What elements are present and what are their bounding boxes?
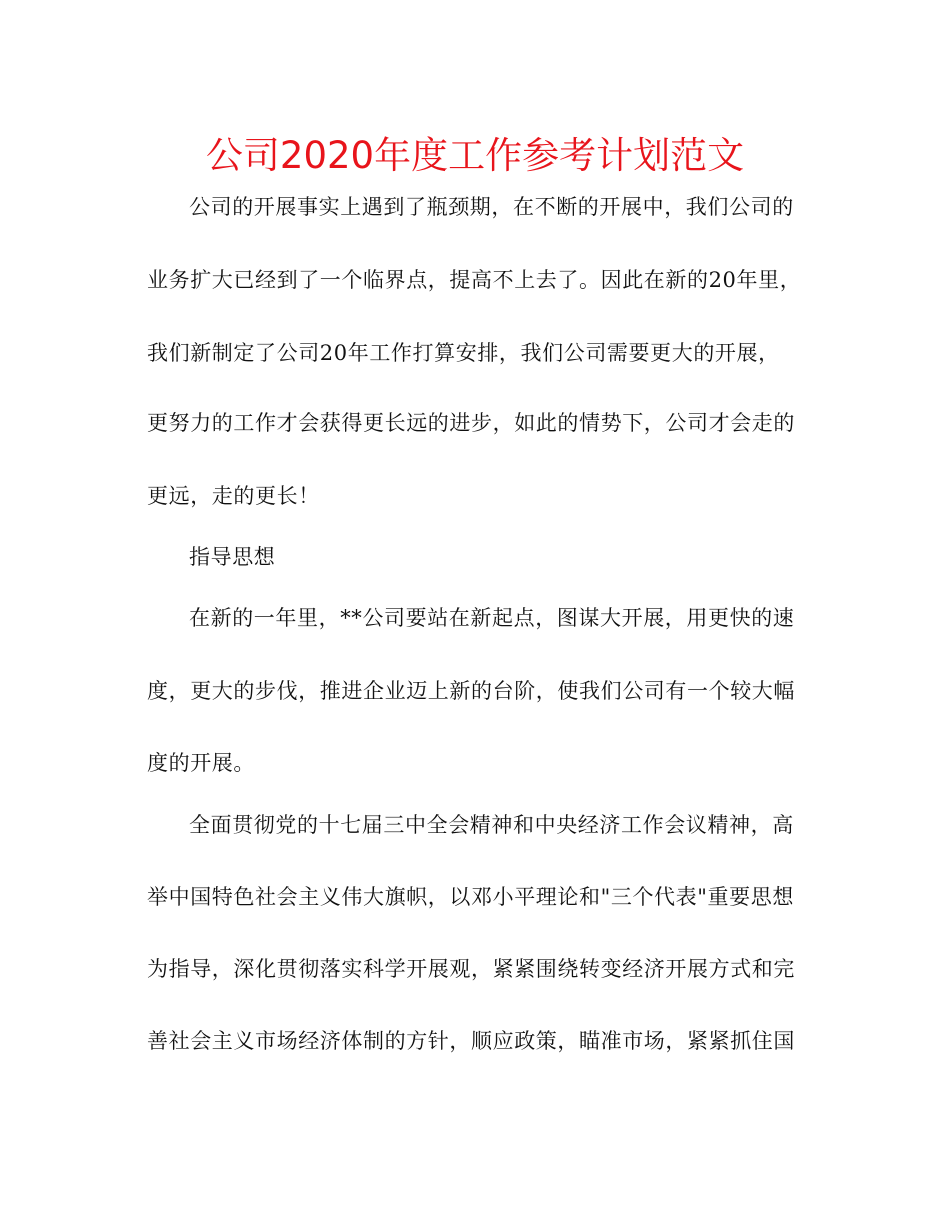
paragraph-line: 业务扩大已经到了一个临界点，提高不上去了。因此在新的20年里， <box>147 268 802 292</box>
paragraph-line: 度，更大的步伐，推进企业迈上新的台阶，使我们公司有一个较大幅 <box>147 679 795 703</box>
paragraph-line: 全面贯彻党的十七届三中全会精神和中央经济工作会议精神，高 <box>189 813 794 837</box>
paragraph-line: 善社会主义市场经济体制的方针，顺应政策，瞄准市场，紧紧抓住国 <box>147 1029 795 1053</box>
paragraph-line: 度的开展。 <box>147 751 255 775</box>
paragraph-line: 更努力的工作才会获得更长远的进步，如此的情势下，公司才会走的 <box>147 411 795 435</box>
paragraph-line: 公司的开展事实上遇到了瓶颈期，在不断的开展中，我们公司的 <box>189 195 794 219</box>
paragraph-line: 为指导，深化贯彻落实科学开展观，紧紧围绕转变经济开展方式和完 <box>147 957 795 981</box>
paragraph-line: 更远，走的更长！ <box>147 484 320 508</box>
paragraph-line: 在新的一年里，**公司要站在新起点，图谋大开展，用更快的速 <box>189 606 795 630</box>
section-heading: 指导思想 <box>189 545 276 569</box>
document-title: 公司2020年度工作参考计划范文 <box>205 134 745 177</box>
paragraph-line: 举中国特色社会主义伟大旗帜，以邓小平理论和"三个代表"重要思想 <box>147 885 794 909</box>
paragraph-line: 我们新制定了公司20年工作打算安排，我们公司需要更大的开展， <box>147 341 780 365</box>
